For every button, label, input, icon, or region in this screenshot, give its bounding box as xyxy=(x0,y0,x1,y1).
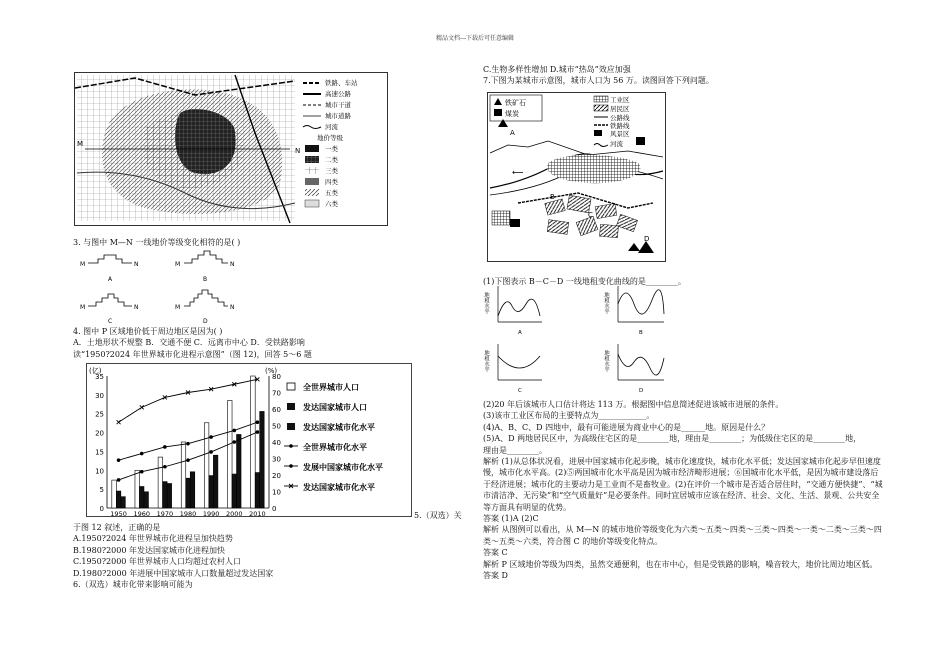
page-header: 精品文档---下载后可任意编辑 xyxy=(435,35,515,42)
point xyxy=(209,435,213,439)
point xyxy=(232,429,236,433)
map2-label-a: A xyxy=(510,129,515,137)
tick-x: 2000 xyxy=(226,510,243,518)
q3-option-c: C xyxy=(108,318,113,325)
rent-ylabel-c: 地租水平 xyxy=(483,350,489,372)
y-label-left: (亿) xyxy=(89,367,102,375)
rent-option-a-label: A xyxy=(518,330,522,336)
map2-legend-box xyxy=(490,95,542,121)
question-7-3: (3)该市工业区布局的主要特点为____________。 xyxy=(483,411,655,421)
q3-options-diagram xyxy=(78,248,268,326)
urbanization-chart-svg xyxy=(87,364,411,516)
land-price-map-svg xyxy=(75,73,387,225)
analysis-3: 解析 P 区域地价等级为四类，虽然交通便利，也在市中心，但是受铁路的影响，噪音较大，地价比周边地区低。 xyxy=(483,559,878,569)
bar xyxy=(116,491,121,508)
tick-right: 0 xyxy=(272,505,277,513)
question-7-2: (2)20 年后该城市人口估计将达 113 万。根据图中信息简述促进该城市进展的条件。 xyxy=(483,400,784,409)
city-sketch-map-svg xyxy=(488,93,665,261)
series-line xyxy=(119,379,258,422)
rent-option-c xyxy=(483,344,542,394)
q5-option-a: A.1950?2024 年世界城市化进程呈加快趋势 xyxy=(73,534,233,544)
tick-right: 10 xyxy=(272,488,281,497)
rent-option-d xyxy=(603,344,664,394)
point xyxy=(140,452,144,456)
bar xyxy=(121,497,126,508)
q3-a-n: N xyxy=(134,261,139,268)
answer-1: 答案 (1)A (2)C xyxy=(483,514,539,524)
rent-option-c-label: C xyxy=(518,388,522,394)
answer-3: 答案 D xyxy=(483,571,508,581)
q3-option-d: D xyxy=(203,318,208,325)
map1-label-m: M xyxy=(77,140,84,148)
tick-right: 30 xyxy=(272,455,281,464)
question-6: 6.（双选）城市化带来影响可能为 xyxy=(73,580,193,590)
legend-label: 发展中国家城市化水平 xyxy=(303,463,383,472)
question-4: 4. 图中 P 区域地价低于周边地区是因为( ) xyxy=(73,327,223,336)
bar xyxy=(251,376,256,508)
rent-option-b-label: B xyxy=(639,330,643,336)
legend-class6: 六类 xyxy=(325,200,338,208)
point xyxy=(140,470,144,474)
analysis-2: 解析 从图例可以看出，从 M—N 的城市地价等级变化为六类～五类～四类～三类～四类～一类～二类～三类～四类～五类～六类，符合图 C 的地价等级变化特点。 xyxy=(483,525,882,546)
legend-swatch xyxy=(289,464,293,468)
legend-industrial: 工业区 xyxy=(610,96,630,104)
map2-label-b: B xyxy=(550,193,555,201)
question-5-tail: 5.（双选）关 xyxy=(414,511,462,520)
legend-swatch xyxy=(287,423,295,430)
legend-highway: 公路线 xyxy=(610,114,630,122)
bar xyxy=(163,482,168,508)
point xyxy=(232,440,236,444)
legend-iron-ore: 铁矿石 xyxy=(505,99,526,107)
legend-road: 城市道路 xyxy=(325,112,351,120)
river-flow-arrow: ⟵ xyxy=(512,168,524,177)
rent-option-d-label: D xyxy=(639,388,644,394)
bar xyxy=(232,474,237,508)
tick-x: 1960 xyxy=(133,510,150,518)
tick-left: 20 xyxy=(95,429,104,438)
bar xyxy=(190,472,195,508)
tick-right: 40 xyxy=(272,439,281,447)
map1-label-n: N xyxy=(295,147,301,155)
analysis-1: 解析 (1)从总体状况看，进展中国家城市化起步晚，城市化速度快，城市化水平低；发达国家城市化起步早但速度慢，城市化水平高。(2)⑤两国城市化水平高是因为城市经济畸形进展；⑥国城市化水平低，是因为城市建设落后于经济进展；城市化的主要动力是工业而不是畜牧业。(2)在评价一个城市是否适合居住时，“交通方便快捷”、“城市清洁净、无污染”和“空气质量好”是必要条件。同时宜居城市应该在经济、社会、文化、生活、景观、公共安全等方面具有明显的优势。 xyxy=(483,457,883,512)
tick-left: 10 xyxy=(95,467,104,476)
bar xyxy=(144,492,149,508)
q3-d-m: M xyxy=(175,304,181,311)
q5-option-c: C.1950?2000 年世界城市人口均超过农村人口 xyxy=(73,557,241,567)
bar xyxy=(181,442,186,508)
bar xyxy=(167,483,172,508)
legend-class5: 五类 xyxy=(325,189,338,197)
tick-left: 5 xyxy=(99,486,104,495)
legend-river: 河流 xyxy=(325,123,338,131)
bar xyxy=(255,473,260,508)
question-7-1: (1)下图表示 B－C－D 一线地租变化曲线的是________。 xyxy=(483,277,686,286)
answer-2: 答案 C xyxy=(483,548,508,558)
tick-left: 15 xyxy=(95,448,104,457)
y-label-right: (%) xyxy=(265,367,278,375)
legend-swatch xyxy=(287,403,295,410)
tick-left: 0 xyxy=(99,505,104,513)
q3-b-n: N xyxy=(230,261,235,268)
point xyxy=(163,445,167,449)
point xyxy=(140,405,144,409)
point xyxy=(186,442,190,446)
bar xyxy=(228,401,233,508)
tick-left: 35 xyxy=(95,373,104,381)
q3-option-b: B xyxy=(203,276,208,283)
question-7-5: (5)A、D 两地居民区中，为高级住宅区的是________地，理由是________；为低级住宅区的是________地， xyxy=(483,434,862,444)
q3-a-m: M xyxy=(80,261,86,268)
city-sketch-map xyxy=(487,92,666,262)
legend-expressway: 高速公路 xyxy=(325,90,351,98)
q3-option-a: A xyxy=(108,276,113,283)
legend-label: 全世界城市化水平 xyxy=(303,443,367,452)
legend-class1: 一类 xyxy=(325,145,338,153)
rent-option-a xyxy=(483,286,542,336)
bar xyxy=(213,455,218,508)
tick-x: 1980 xyxy=(179,510,197,518)
q3-b-m: M xyxy=(175,261,181,268)
rent-curve-options xyxy=(484,284,674,398)
legend-class4: 四类 xyxy=(325,178,338,186)
question-4-options: A．土地形状不规整 B．交通不便 C．远离市中心 D．受铁路影响 xyxy=(73,338,305,348)
rent-ylabel-b: 地租水平 xyxy=(603,292,609,314)
point xyxy=(256,430,260,434)
urbanization-chart xyxy=(86,363,412,517)
bar xyxy=(209,476,214,508)
legend-label: 发达国家城市人口 xyxy=(303,403,367,412)
point xyxy=(256,420,260,424)
tick-x: 1950 xyxy=(110,510,127,518)
point xyxy=(117,478,121,482)
rent-ylabel-a: 地租水平 xyxy=(483,292,489,314)
rent-option-b xyxy=(603,286,664,336)
q3-c-m: M xyxy=(80,304,86,311)
tick-right: 60 xyxy=(272,406,281,414)
map1-legend xyxy=(303,83,321,207)
bar xyxy=(139,487,144,508)
map2-label-c: C xyxy=(588,211,593,219)
legend-residential: 居民区 xyxy=(610,105,630,113)
bar xyxy=(260,411,265,508)
point xyxy=(163,465,167,469)
tick-right: 50 xyxy=(272,422,281,431)
legend-class2: 二类 xyxy=(325,156,338,164)
q5-option-b: B.1980?2000 年发达国家城市化进程加快 xyxy=(73,545,225,555)
legend-label: 发达国家城市化水平 xyxy=(303,483,375,492)
question-5-line: 于图 12 叙述，正确的是 xyxy=(73,523,161,532)
tick-x: 1990 xyxy=(202,510,220,518)
bar xyxy=(135,470,140,508)
point xyxy=(117,458,121,462)
q5-option-d: D.1980?2000 年进展中国家城市人口数量超过发达国家 xyxy=(73,568,274,578)
intro-5-6: 读“1950?2024 年世界城市化进程示意图”（图 12)，回答 5～6 题 xyxy=(73,349,312,359)
tick-right: 20 xyxy=(272,472,281,480)
question-3: 3. 与图中 M—N 一线地价等级变化相符的是( ) xyxy=(73,238,241,247)
bar xyxy=(112,480,117,508)
map2-label-d: D xyxy=(644,235,650,243)
point xyxy=(186,458,190,462)
point xyxy=(117,420,121,424)
bar xyxy=(186,478,191,508)
q3-c-n: N xyxy=(134,304,139,311)
legend-coal: 煤炭 xyxy=(505,110,519,118)
legend-title: 地价等级 xyxy=(317,134,343,142)
tick-right: 70 xyxy=(272,389,281,398)
point xyxy=(209,450,213,454)
bar xyxy=(204,423,209,508)
bar xyxy=(158,457,163,508)
question-7: 7.下图为某城市示意图，城市人口为 56 万。读图回答下列问题。 xyxy=(483,76,714,86)
legend-label: 发达国家城市化水平 xyxy=(303,423,375,432)
legend-class3: 三类 xyxy=(325,167,338,175)
tick-x: 2010 xyxy=(249,510,266,518)
tick-x: 1970 xyxy=(156,510,174,518)
legend-label: 全世界城市人口 xyxy=(303,383,359,392)
legend-scenic: 风景区 xyxy=(610,130,630,138)
legend-railway: 铁路、车站 xyxy=(325,79,358,87)
tick-left: 25 xyxy=(95,410,104,419)
q3-d-n: N xyxy=(230,304,235,311)
question-7-5-cont: 理由是________。 xyxy=(483,445,547,455)
legend-swatch xyxy=(287,383,295,390)
legend-swatch xyxy=(289,444,293,448)
city-land-price-map xyxy=(74,72,388,226)
legend-river-2: 河流 xyxy=(610,140,623,148)
legend-arterial: 城市干道 xyxy=(325,101,351,109)
tick-left: 30 xyxy=(95,391,104,400)
map2-legend-right xyxy=(594,95,630,148)
question-7-4: (4)A、B、C、D 四地中，最有可能进展为商业中心的是______地。原因是什么？ xyxy=(483,422,770,432)
q6-options-cd: C.生物多样性增加 D.城市“热岛”效应加强 xyxy=(483,65,631,74)
tick-right: 80 xyxy=(272,373,281,381)
rent-ylabel-d: 地租水平 xyxy=(603,350,609,372)
legend-railway-line: 铁路线 xyxy=(610,122,630,130)
bar xyxy=(237,434,242,508)
